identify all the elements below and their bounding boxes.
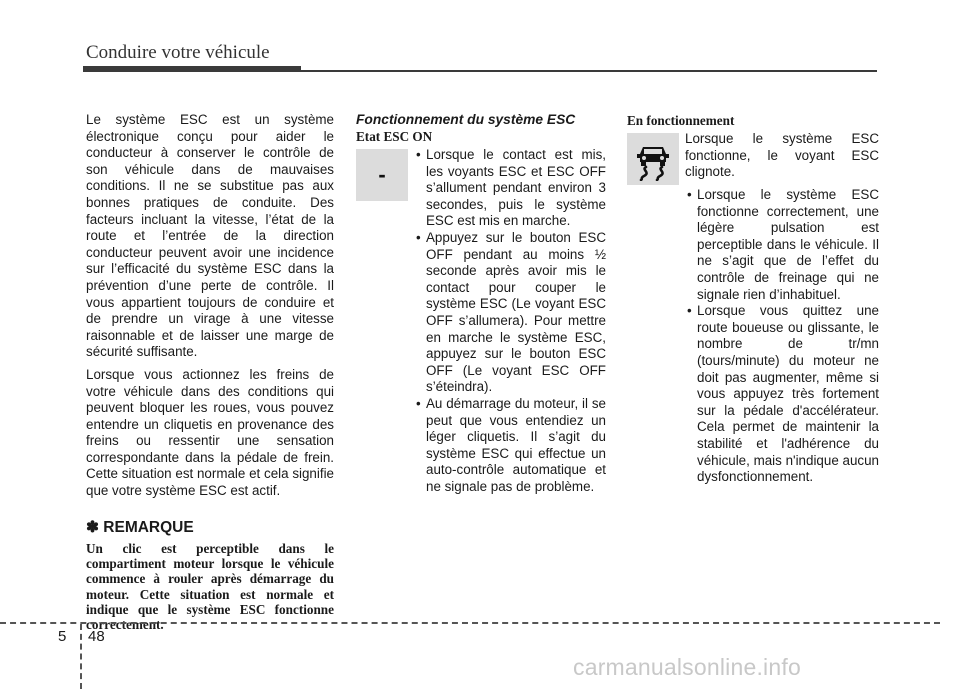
in-operation-subheading: En fonctionnement xyxy=(627,113,735,128)
header-rule-thin xyxy=(301,70,877,72)
esc-active-icon-row xyxy=(627,131,879,185)
intro-paragraph: Le système ESC est un système électronique conçu pour aider le conducteur à conserver le contrôle de son véhicule dans de mauvaises conditions. Il ne se substitue pas aux bonnes pratiques de conduite. Des facteurs incluant la vitesse, l’état de la route et l’entrée de la direction conducteur peuvent avoir une incidence sur l’efficacité du système ESC dans la prévention d’une perte de contrôle. Il vous appartient toujours de conduire et de prendre un virage à une vitesse raisonnable et de laisser une marge de sécurité suffisante. xyxy=(86,112,334,360)
list-item: • Au démarrage du moteur, il se peut que vous entendiez un léger cliquetis. Il s’agit du système ESC qui effectue un auto-contrôle automatique et ne signale pas de problème. xyxy=(414,396,606,496)
section-number: 5 xyxy=(58,628,67,645)
esc-on-icon-row xyxy=(356,147,606,230)
esc-on-subheading: Etat ESC ON xyxy=(356,129,433,144)
remark-body: Un clic est perceptible dans le compartiment moteur lorsque le véhicule commence à rouler après démarrage du moteur. Cette situation est normale et indique que le système ESC fonctionne correctement. xyxy=(86,540,334,633)
watermark: carmanualsonline.info xyxy=(573,654,801,680)
esc-skid-car-icon xyxy=(627,133,679,185)
middle-column xyxy=(356,112,606,495)
list-item: • Appuyez sur le bouton ESC OFF pendant au moins ½ seconde après avoir mis le contact pour couper le système ESC (Le voyant ESC OFF s’allumera). Pour mettre en marche le système ESC, appuyez sur le bouton ESC OFF (Le voyant ESC OFF s’éteindra). xyxy=(414,230,606,396)
list-item: • Lorsque le contact est mis, les voyants ESC et ESC OFF s’allument pendant environ 3 secondes, puis le système ESC est mis en marche. xyxy=(414,147,606,230)
page-header-title: Conduire votre véhicule xyxy=(86,42,270,63)
indicator-placeholder-icon xyxy=(356,149,408,201)
esc-active-intro: Lorsque le système ESC fonctionne, le voyant ESC clignote. xyxy=(685,131,879,180)
list-item: • Lorsque le système ESC fonctionne correctement, une légère pulsation est perceptible dans le véhicule. Il ne s’agit que de l’effet du contrôle de freinage qui ne signale rien d’inhabituel. xyxy=(685,187,879,303)
esc-on-bullet-list-first xyxy=(414,147,606,230)
remark-title: ✽ REMARQUE xyxy=(86,518,194,536)
list-item: • Lorsque vous quittez une route boueuse ou glissante, le nombre de tr/mn (tours/minute) du moteur ne doit pas augmenter, même si vous appuyez très fortement sur la pédale d'accélérateur. Cela permet de maintenir la stabilité et l'adhérence du véhicule, mais n'indique aucun dysfonctionnement. xyxy=(685,303,879,486)
esc-active-text xyxy=(685,131,879,181)
footer-vertical-divider xyxy=(80,624,82,689)
section-heading: Fonctionnement du système ESC xyxy=(356,112,576,127)
dash-glyph: - xyxy=(378,161,386,187)
esc-on-bullet-list xyxy=(356,230,606,496)
esc-active-bullet-list xyxy=(627,187,879,486)
brakes-paragraph: Lorsque vous actionnez les freins de votre véhicule dans des conditions qui peuvent bloquer les roues, vous pouvez entendre un cliquetis en provenance des freins ou ressentir une sensation correspondante dans la pédale de frein. Cette situation est normale et cela signifie que votre système ESC est actif. xyxy=(86,366,334,499)
header-rule-thick xyxy=(83,66,301,72)
footer-dashed-rule xyxy=(0,622,940,624)
left-column xyxy=(86,112,334,632)
page-number: 48 xyxy=(88,628,105,645)
esc-on-first-bullet-wrap xyxy=(414,147,606,230)
right-column xyxy=(627,112,879,486)
